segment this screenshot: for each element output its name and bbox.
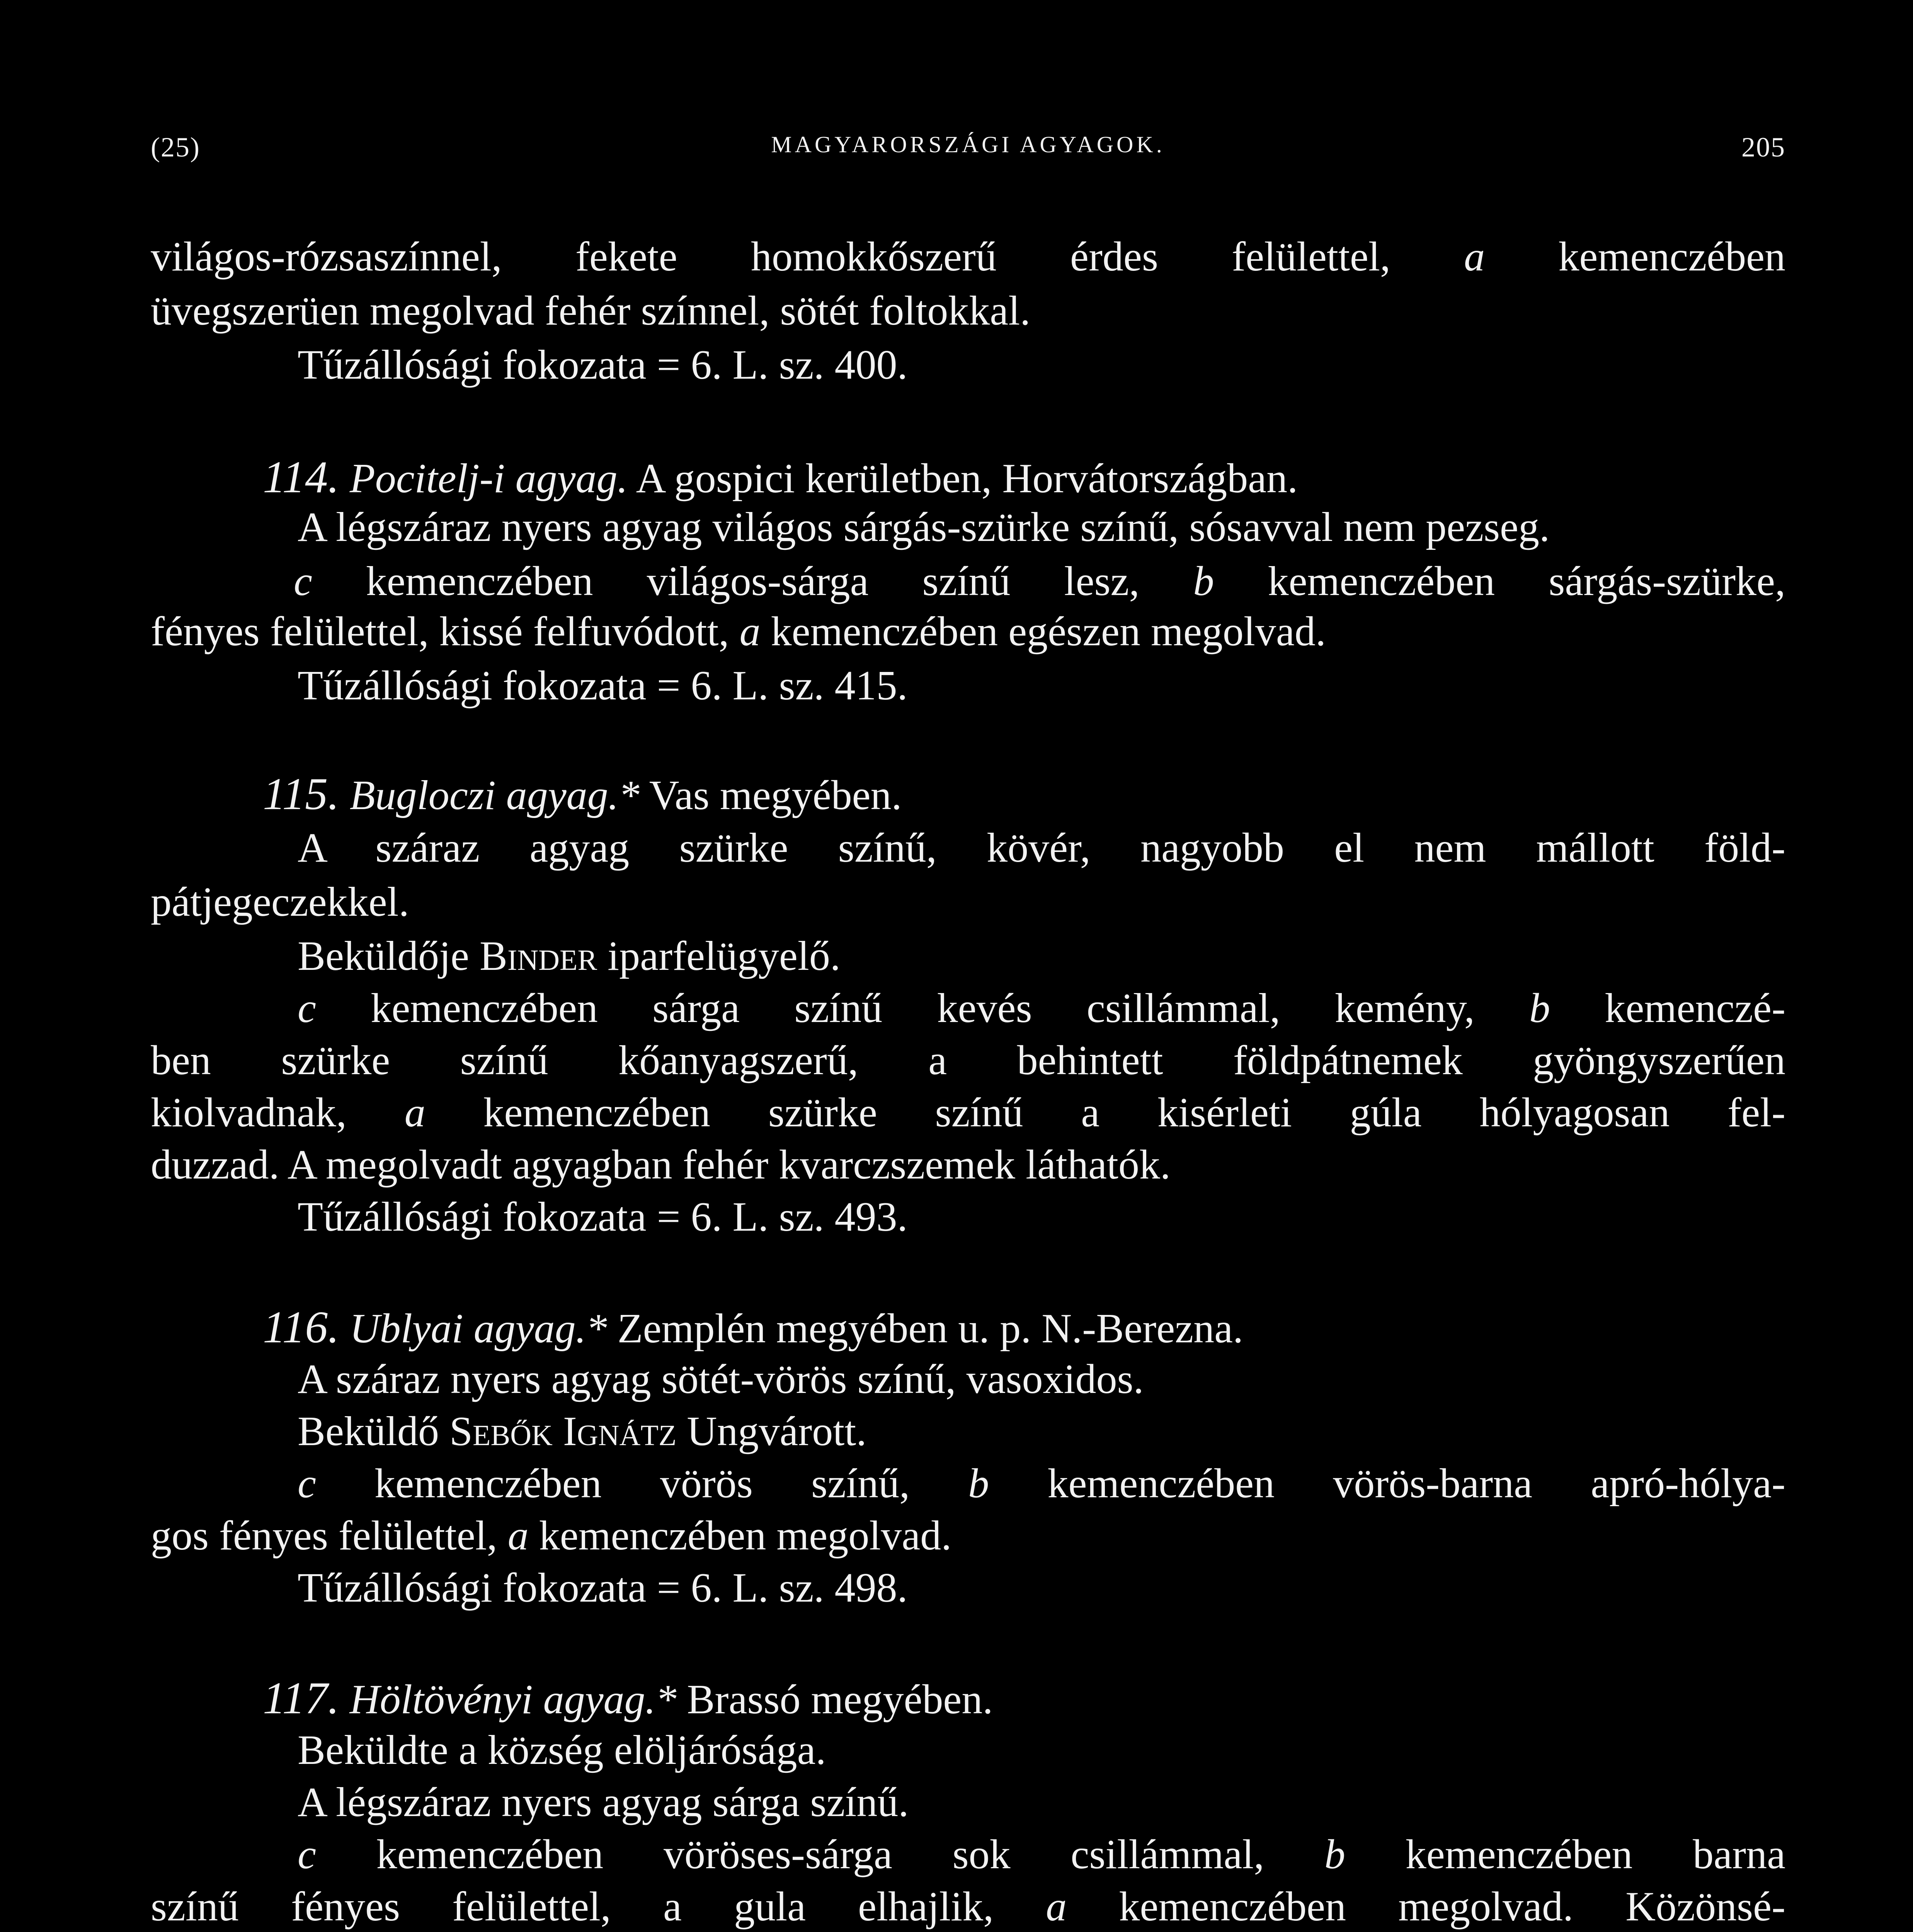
entry-number: 117. (263, 1673, 339, 1723)
running-header (151, 131, 1785, 174)
text-line: kiolvadnak, a kemenczében szürke színű a kisérleti gúla hólyagosan fel- (151, 1090, 1786, 1136)
text-line: Tűzállósági fokozata = 6. L. sz. 493. (298, 1194, 908, 1240)
text-line: fényes felülettel, kissé felfuvódott, a kemenczében egészen megolvad. (151, 609, 1326, 655)
text-line: c kemenczében sárga színű kevés csillámmal, kemény, b kemenczé- (298, 985, 1786, 1031)
text-line: Tűzállósági fokozata = 6. L. sz. 415. (298, 663, 908, 709)
text-line: A száraz nyers agyag sötét-vörös színű, vasoxidos. (298, 1356, 1144, 1402)
page-marker: (25) (151, 132, 200, 163)
entry-number: 116. (263, 1302, 339, 1352)
text-line: Beküldő Sebők Ignátz Ungvárott. (298, 1408, 867, 1454)
entry-location: A gospici kerületben, Horvátországban. (636, 456, 1298, 502)
entry-name: Ublyai agyag.* (349, 1306, 607, 1352)
text-line: Tűzállósági fokozata = 6. L. sz. 498. (298, 1565, 908, 1611)
entry-name: Bugloczi agyag.* (349, 772, 640, 818)
person-name: Sebők Ignátz (449, 1408, 677, 1454)
person-name: Binder (479, 933, 597, 979)
entry-heading-117 (263, 1673, 993, 1725)
text-line: Beküldője Binder iparfelügyelő. (298, 933, 841, 979)
text-line: Beküldte a község elöljárósága. (298, 1727, 826, 1773)
text-line: világos-rózsaszínnel, fekete homokkőszerű érdes felülettel, a kemenczében (151, 234, 1786, 280)
text-line: c kemenczében vöröses-sárga sok csillámmal, b kemenczében barna (298, 1832, 1785, 1878)
entry-number: 115. (263, 769, 339, 819)
text-line: színű fényes felülettel, a gula elhajlik, a kemenczében megolvad. Közönsé- (151, 1884, 1785, 1930)
text-line: A légszáraz nyers agyag sárga színű. (298, 1779, 909, 1825)
entry-location: Brassó megyében. (687, 1677, 993, 1723)
entry-number: 114. (263, 452, 339, 502)
text-line: pátjegeczekkel. (151, 879, 409, 925)
entry-name: Pocitelj-i agyag. (349, 456, 628, 502)
text-line: c kemenczében világos-sárga színű lesz, b kemenczében sárgás-szürke, (294, 558, 1785, 604)
text-line: ben szürke színű kőanyagszerű, a behintett földpátnemek gyöngyszerűen (151, 1037, 1785, 1083)
entry-heading-116 (263, 1302, 1243, 1354)
entry-heading-114 (263, 452, 1298, 504)
text-line: c kemenczében vörös színű, b kemenczében vörös-barna apró-hólya- (298, 1461, 1786, 1507)
entry-name: Höltövényi agyag.* (349, 1677, 677, 1723)
running-title: MAGYARORSZÁGI AGYAGOK. (771, 132, 1165, 157)
text-line: duzzad. A megolvadt agyagban fehér kvarczszemek láthatók. (151, 1142, 1171, 1188)
page-number: 205 (1741, 132, 1785, 163)
text-line: Tűzállósági fokozata = 6. L. sz. 400. (298, 342, 908, 388)
entry-location: Zemplén megyében u. p. N.-Berezna. (617, 1306, 1244, 1352)
text-line: A légszáraz nyers agyag világos sárgás-szürke színű, sósavval nem pezseg. (298, 504, 1550, 550)
text-line: üvegszerüen megolvad fehér színnel, sötét foltokkal. (151, 288, 1031, 334)
entry-heading-115 (263, 769, 902, 821)
text-line: gos fényes felülettel, a kemenczében megolvad. (151, 1513, 952, 1559)
entry-location: Vas megyében. (649, 772, 902, 818)
text-line: A száraz agyag szürke színű, kövér, nagyobb el nem mállott föld- (298, 825, 1785, 871)
